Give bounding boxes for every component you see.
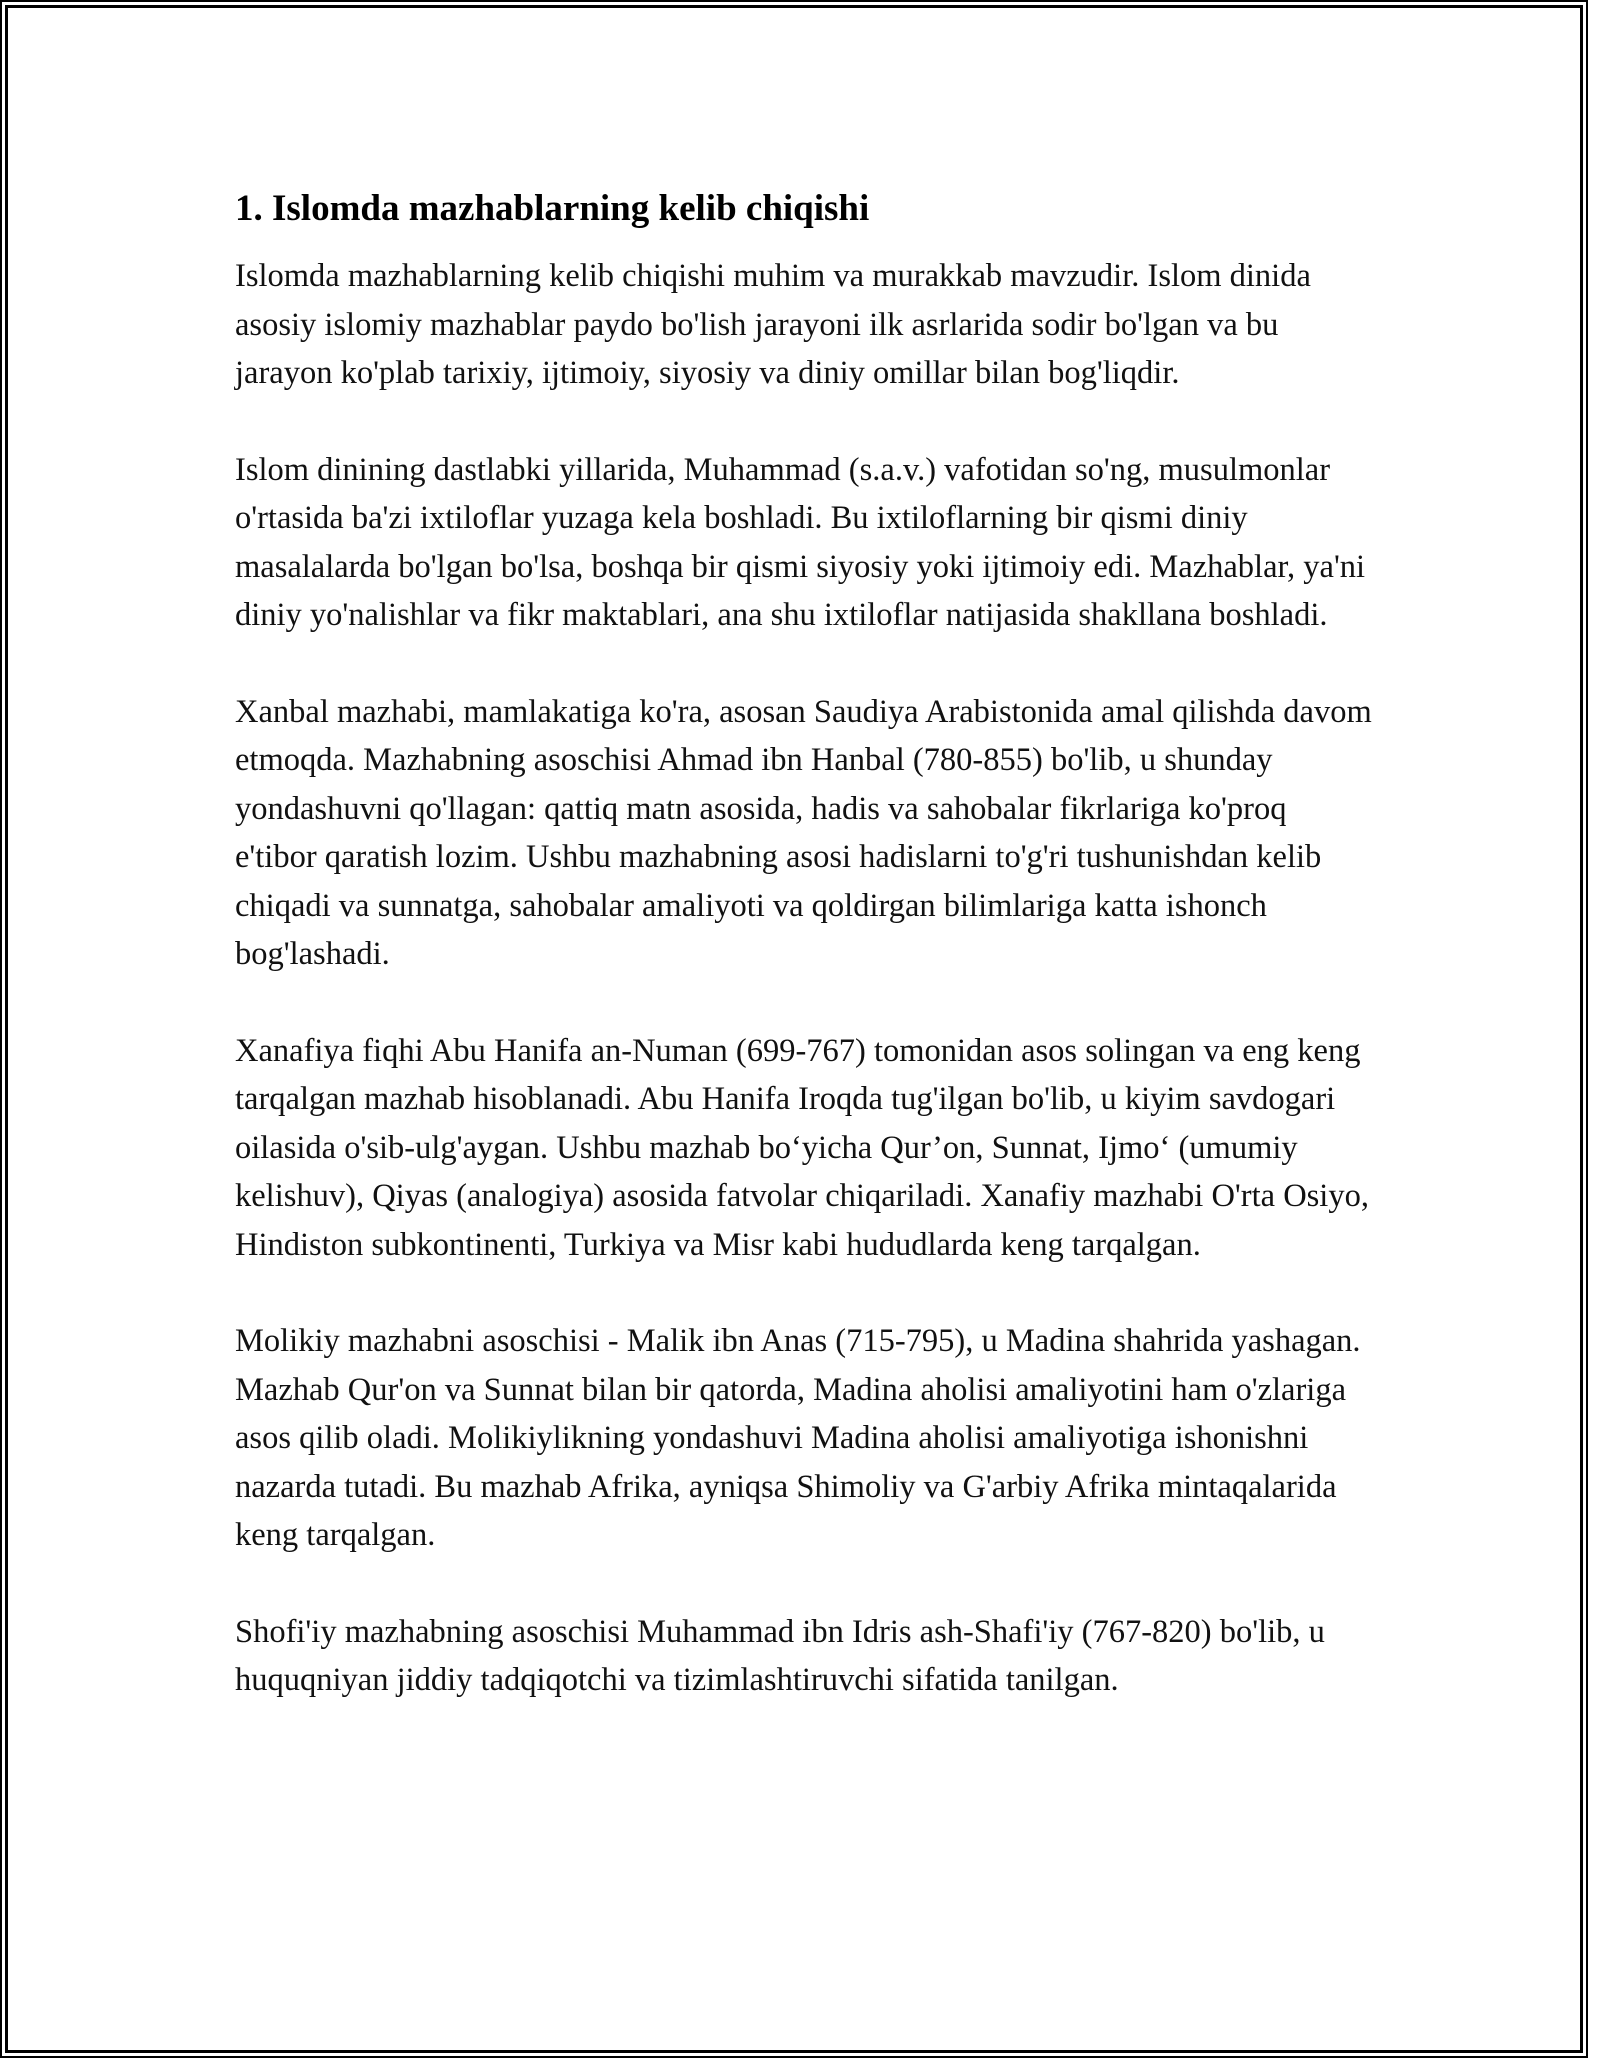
paragraph-intro: Islomda mazhablarning kelib chiqishi muhim va murakkab mavzudir. Islom dinida asosiy islomiy mazhablar paydo bo'lish jarayoni ilk asrlarida sodir bo'lgan va bu jarayon ko'plab tarixiy, ijtimoiy, siyosiy va diniy omillar bilan bog'liqdir. bbox=[235, 258, 1311, 391]
section-heading: 1. Islomda mazhablarning kelib chiqishi bbox=[235, 188, 870, 229]
document-body bbox=[235, 186, 1375, 1753]
paragraph-maliki: Molikiy mazhabni asoschisi - Malik ibn Anas (715-795), u Madina shahrida yashagan. Mazhab Qur'on va Sunnat bilan bir qatorda, Madina aholisi amaliyotini ham o'zlariga asos qilib oladi. Molikiylikning yondashuvi Madina aholisi amaliyotiga ishonishni nazarda tutadi. Bu mazhab Afrika, ayniqsa Shimoliy va G'arbiy Afrika mintaqalarida keng tarqalgan. bbox=[235, 1323, 1361, 1553]
paragraph-hanbali: Xanbal mazhabi, mamlakatiga ko'ra, asosan Saudiya Arabistonida amal qilishda davom etmoqda. Mazhabning asoschisi Ahmad ibn Hanbal (780-855) bo'lib, u shunday yondashuvni qo'llagan: qattiq matn asosida, hadis va sahobalar fikrlariga ko'proq e'tibor qaratish lozim. Ushbu mazhabning asosi hadislarni to'g'ri tushunishdan kelib chiqadi va sunnatga, sahobalar amaliyoti va qoldirgan bilimlariga katta ishonch bog'lashadi. bbox=[235, 693, 1372, 972]
paragraph-shafii: Shofi'iy mazhabning asoschisi Muhammad ibn Idris ash-Shafi'iy (767-820) bo'lib, u huquqniyan jiddiy tadqiqotchi va tizimlashtiruvchi sifatida tanilgan. bbox=[235, 1613, 1325, 1698]
paragraph-early-history: Islom dinining dastlabki yillarida, Muhammad (s.a.v.) vafotidan so'ng, musulmonlar o'rtasida ba'zi ixtiloflar yuzaga kela boshladi. Bu ixtiloflarning bir qismi diniy masalalarda bo'lgan bo'lsa, boshqa bir qismi siyosiy yoki ijtimoiy edi. Mazhablar, ya'ni diniy yo'nalishlar va fikr maktablari, ana shu ixtiloflar natijasida shakllana boshladi. bbox=[235, 451, 1366, 633]
paragraph-hanafi: Xanafiya fiqhi Abu Hanifa an-Numan (699-767) tomonidan asos solingan va eng keng tarqalgan mazhab hisoblanadi. Abu Hanifa Iroqda tug'ilgan bo'lib, u kiyim savdogari oilasida o'sib-ulg'aygan. Ushbu mazhab bo‘yicha Qur’on, Sunnat, Ijmo‘ (umumiy kelishuv), Qiyas (analogiya) asosida fatvolar chiqariladi. Xanafiy mazhabi O'rta Osiyo, Hindiston subkontinenti, Turkiya va Misr kabi hududlarda keng tarqalgan. bbox=[235, 1032, 1369, 1263]
